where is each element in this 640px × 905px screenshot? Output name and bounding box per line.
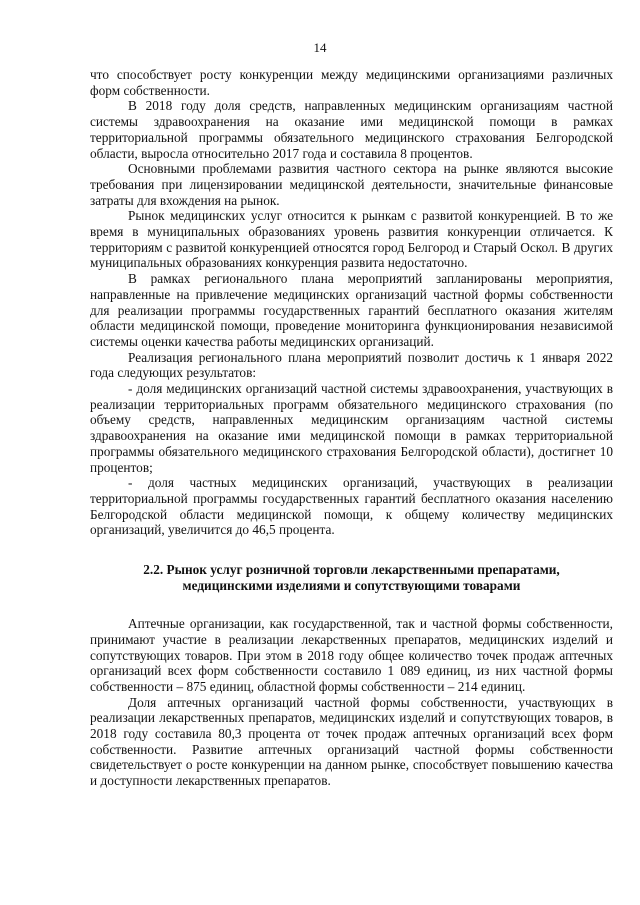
paragraph-problems: Основными проблемами развития частного сектора на рынке являются высокие требования при лицензировании медицинской деятельности, значительные финансовые затраты для вхождения на рынок. (90, 161, 613, 208)
paragraph-market-competition: Рынок медицинских услуг относится к рынкам с развитой конкуренцией. В то же время в муниципальных образованиях уровень развития конкуренции отличается. К территориям с развитой конкуренцией относятся город Белгород и Старый Оскол. В других муниципальных образованиях конкуренция развита недостаточно. (90, 208, 613, 271)
paragraph-funding-share: В 2018 году доля средств, направленных медицинским организациям частной системы здравоохранения на оказание ими медицинской помощи в рамках территориальной программы обязательного медицинского страхования Белгородской области, выросла относительно 2017 года и составила 8 процентов. (90, 98, 613, 161)
paragraph-regional-plan: В рамках регионального плана мероприятий запланированы мероприятия, направленные на привлечение медицинских организаций частной формы собственности для реализации программы государственных гарантий бесплатного оказания жителям области медицинской помощи, проведение мониторинга функционирования независимой системы оценки качества работы медицинских организаций. (90, 271, 613, 349)
paragraph-pharmacies: Аптечные организации, как государственной, так и частной формы собственности, принимают участие в реализации лекарственных препаратов, медицинских изделий и сопутствующих товаров. При этом в 2018 году общее количество точек продаж аптечных организаций всех форм собственности составило 1 089 единиц, из них частной формы собственности – 875 единиц, областной формы собственности – 214 единиц. (90, 616, 613, 694)
page-body (90, 67, 613, 789)
paragraph-pharmacy-share: Доля аптечных организаций частной формы собственности, участвующих в реализации лекарственных препаратов, медицинских изделий и сопутствующих товаров, в 2018 году составила 80,3 процента от точек продаж аптечных организаций всех форм собственности. Развитие аптечных организаций частной формы собственности свидетельствует о росте конкуренции на данном рынке, способствует повышению качества и доступности лекарственных препаратов. (90, 694, 613, 789)
section-heading: 2.2. Рынок услуг розничной торговли лекарственными препаратами, медицинскими изделиями и сопутствующими товарами (143, 562, 560, 594)
paragraph-results-intro: Реализация регионального плана мероприятий позволит достичь к 1 января 2022 года следующих результатов: (90, 349, 613, 381)
list-item-result-1: - доля медицинских организаций частной системы здравоохранения, участвующих в реализации территориальных программ обязательного медицинского страхования (по объему средств, направленных медицинским организациям частной системы здравоохранения на оказание ими медицинской помощи в рамках территориальной программы обязательного медицинского страхования Белгородской области), достигнет 10 процентов; (90, 381, 613, 475)
paragraph-continuation: что способствует росту конкуренции между медицинскими организациями различных форм собственности. (90, 67, 613, 98)
page-number: 14 (313, 40, 327, 55)
list-item-result-2: - доля частных медицинских организаций, участвующих в реализации территориальной программы государственных гарантий бесплатного оказания населению Белгородской области медицинской помощи, к общему количеству медицинских организаций, увеличится до 46,5 процента. (90, 475, 613, 538)
